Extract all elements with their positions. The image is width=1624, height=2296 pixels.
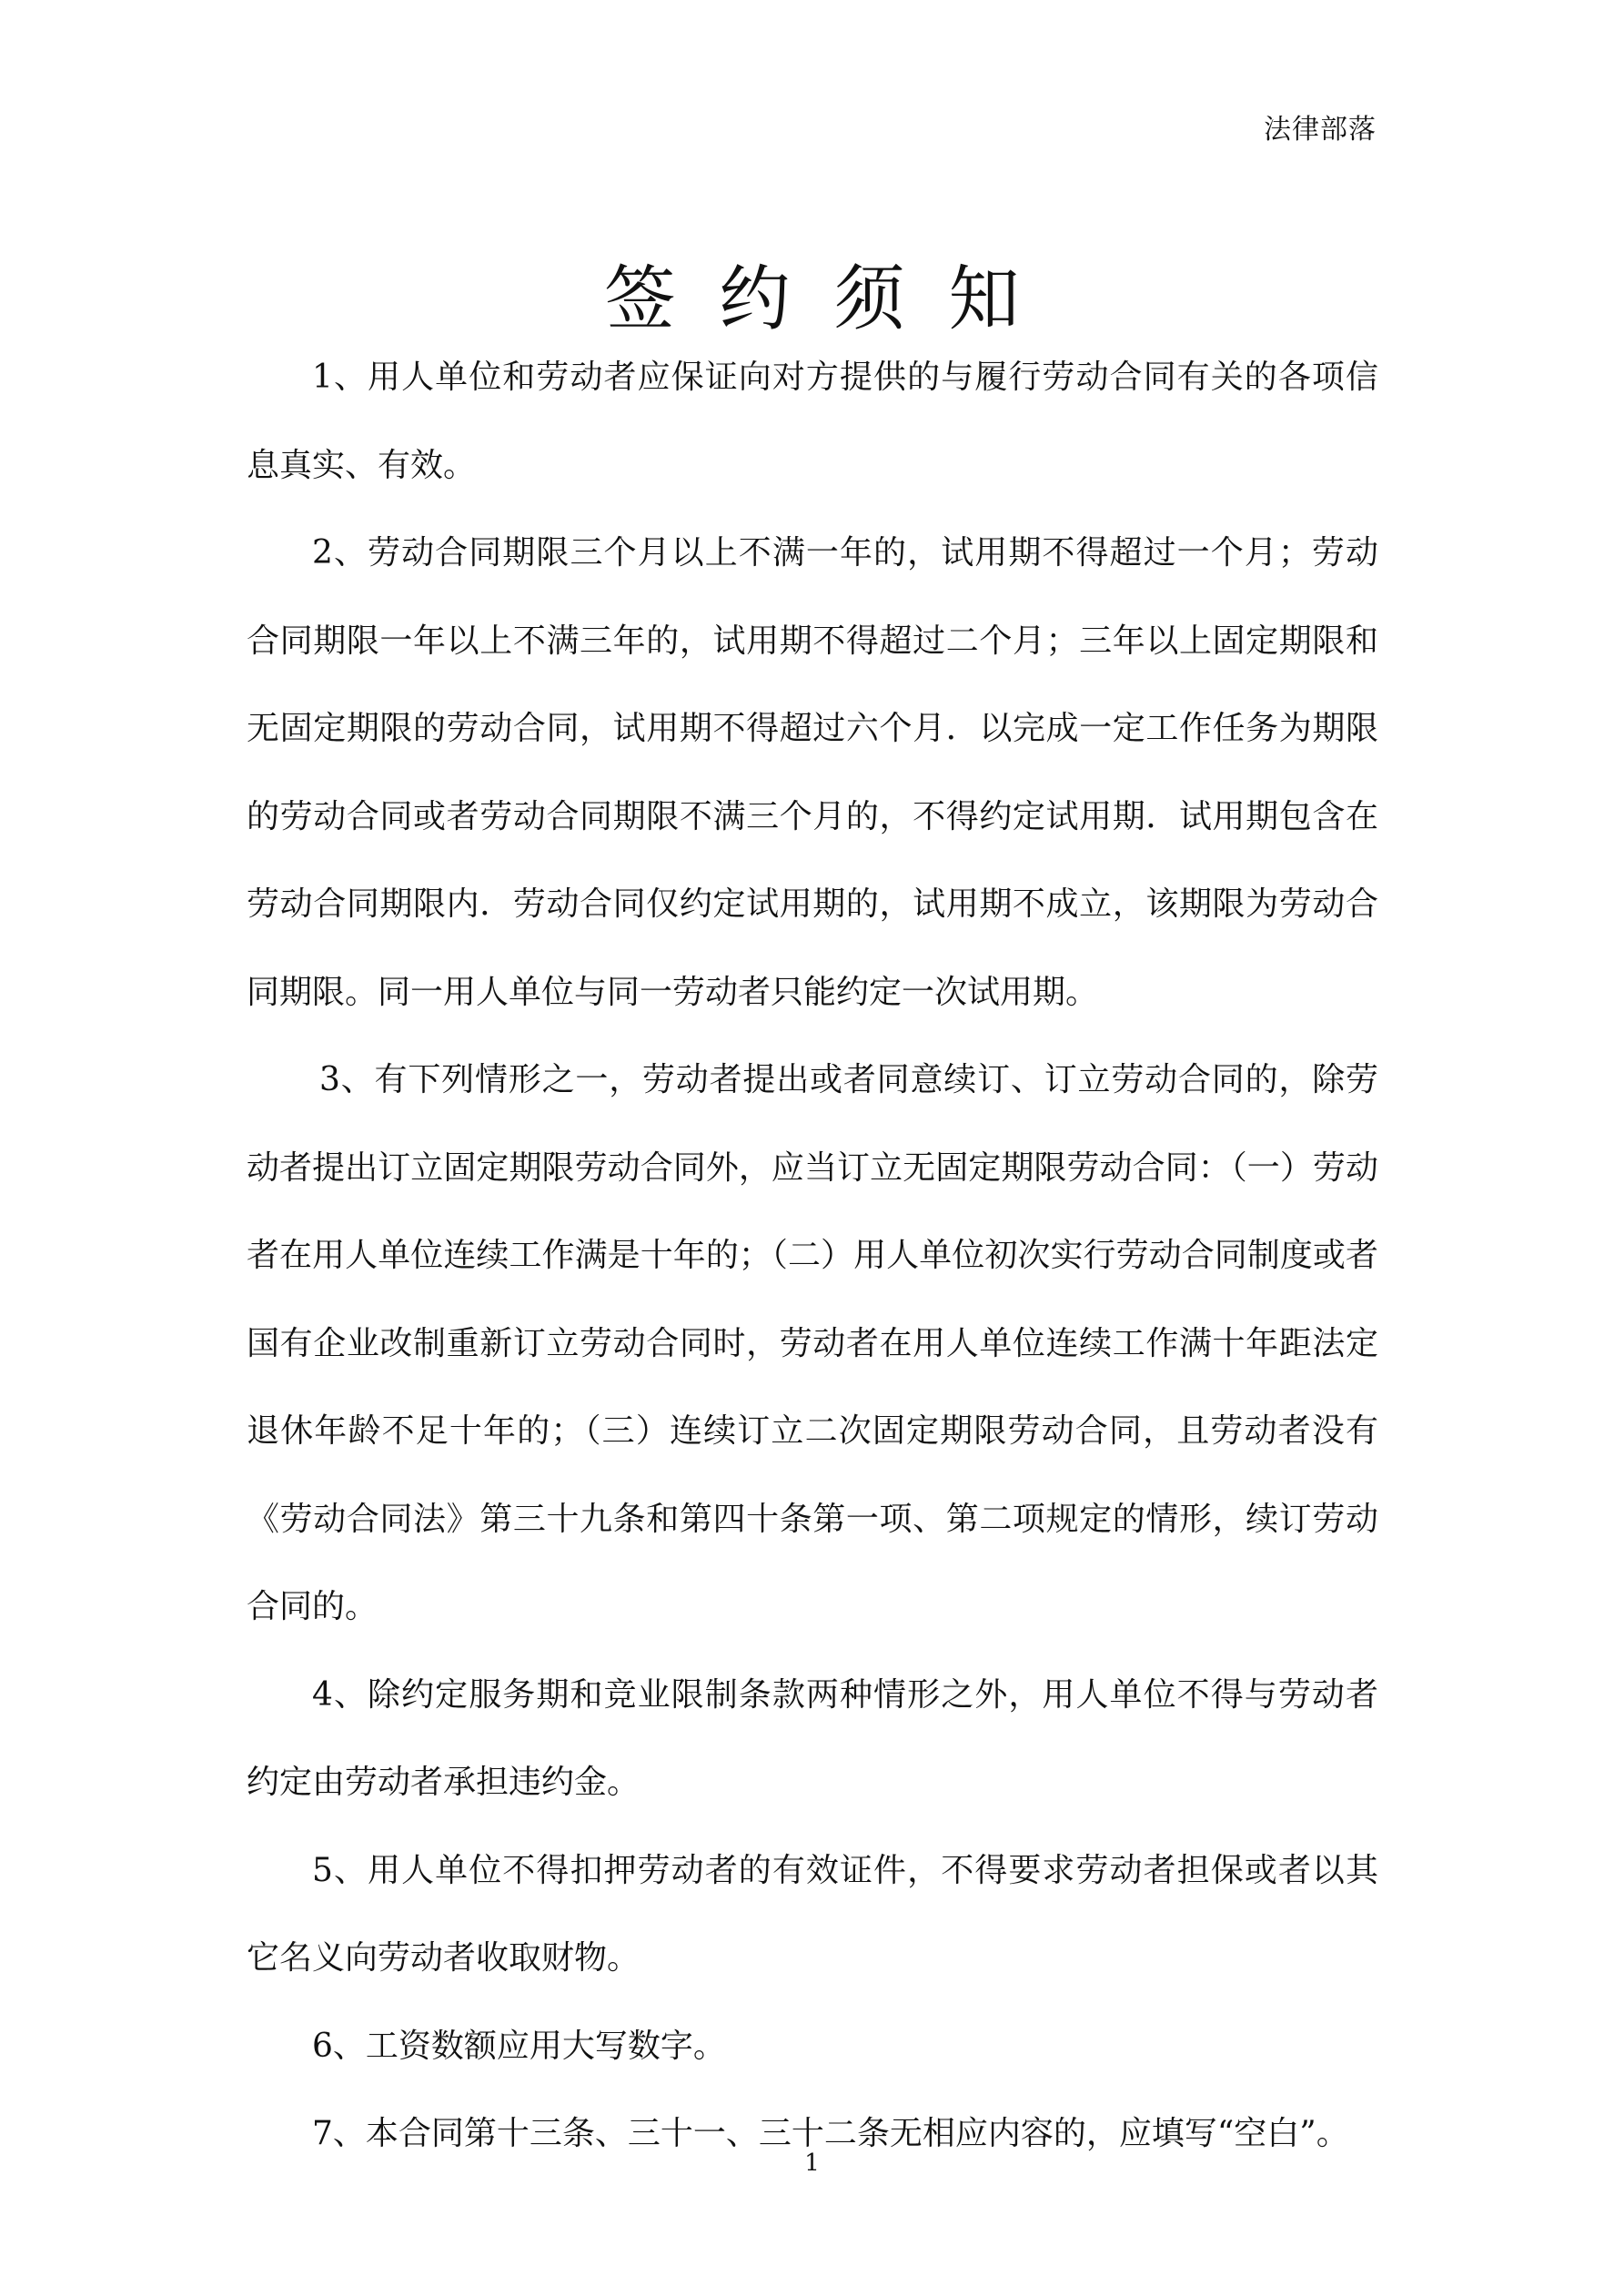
paragraph-2: 2、劳动合同期限三个月以上不满一年的，试用期不得超过一个月；劳动合同期限一年以上不满三年的，试用期不得超过二个月；三年以上固定期限和无固定期限的劳动合同，试用期不得超过六个月．以完成一定工作任务为期限的劳动合同或者劳动合同期限不满三个月的，不得约定试用期．试用期包含在劳动合同期限内．劳动合同仅约定试用期的，试用期不成立，该期限为劳动合同期限。同一用人单位与同一劳动者只能约定一次试用期。 — [247, 534, 1378, 1011]
document-body — [247, 334, 1378, 2179]
paragraph-3: 3、有下列情形之一，劳动者提出或者同意续订、订立劳动合同的，除劳动者提出订立固定期限劳动合同外，应当订立无固定期限劳动合同：（一）劳动者在用人单位连续工作满是十年的；（二）用人单位初次实行劳动合同制度或者国有企业改制重新订立劳动合同时，劳动者在用人单位连续工作满十年距法定退休年龄不足十年的；（三）连续订立二次固定期限劳动合同，且劳动者没有《劳动合同法》第三十九条和第四十条第一项、第二项规定的情形，续订劳动合同的。 — [247, 1061, 1378, 1625]
document-title: 签约须知 — [604, 258, 1064, 341]
paragraph-4: 4、除约定服务期和竞业限制条款两种情形之外，用人单位不得与劳动者约定由劳动者承担违约金。 — [247, 1675, 1378, 1801]
header-note: 法律部落 — [1264, 114, 1377, 146]
paragraph-7: 7、本合同第十三条、三十一、三十二条无相应内容的，应填写“空白”。 — [312, 2115, 1349, 2152]
paragraph-1: 1、用人单位和劳动者应保证向对方提供的与履行劳动合同有关的各项信息真实、有效。 — [247, 359, 1378, 484]
paragraph-6: 6、工资数额应用大写数字。 — [312, 2027, 726, 2065]
paragraph-5: 5、用人单位不得扣押劳动者的有效证件，不得要求劳动者担保或者以其它名义向劳动者收取财物。 — [247, 1851, 1378, 1977]
page-number: 1 — [804, 2149, 820, 2177]
